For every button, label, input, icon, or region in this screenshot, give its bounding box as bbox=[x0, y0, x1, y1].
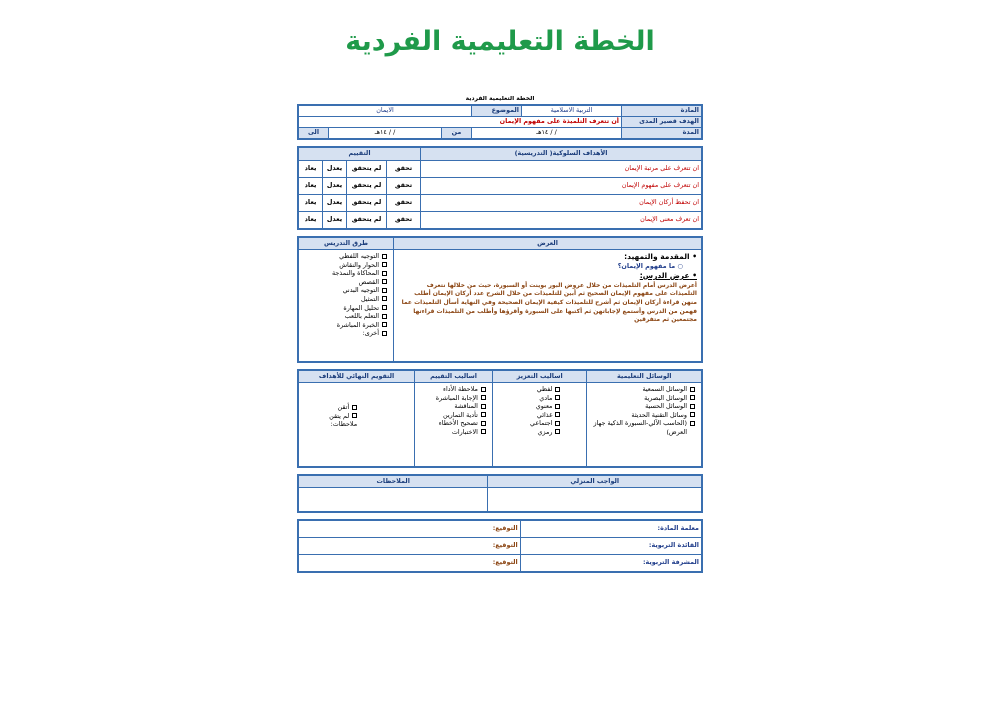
eval-not-achieved[interactable]: لم يتحقق bbox=[347, 195, 387, 212]
signatures-block bbox=[297, 519, 703, 573]
checkbox-icon[interactable] bbox=[481, 387, 486, 392]
notes-header: الملاحظات bbox=[299, 476, 488, 488]
means-item[interactable]: الوسائل الحسية bbox=[593, 402, 695, 411]
signature-row bbox=[299, 555, 702, 572]
header-block bbox=[297, 104, 703, 140]
eval-achieved[interactable]: تحقق bbox=[387, 161, 421, 178]
checkbox-icon[interactable] bbox=[555, 404, 560, 409]
methods-header: طرق التدريس bbox=[299, 238, 394, 250]
means-list bbox=[589, 383, 699, 439]
topic-value: الايمان bbox=[299, 106, 472, 117]
eval-repeat[interactable]: يعاد bbox=[299, 161, 323, 178]
checkbox-icon[interactable] bbox=[481, 421, 486, 426]
lesson-label: • عرض الدرس: bbox=[639, 270, 697, 280]
presentation-header: العرض bbox=[394, 238, 702, 250]
eval-repeat[interactable]: يعاد bbox=[299, 212, 323, 229]
goal-label: الهدف قصير المدى bbox=[622, 117, 702, 128]
means-item[interactable]: الوسائل السمعية bbox=[593, 385, 695, 394]
eval-not-achieved[interactable]: لم يتحقق bbox=[347, 178, 387, 195]
method-item[interactable]: الحوار والنقاش bbox=[305, 261, 387, 270]
eval-achieved[interactable]: تحقق bbox=[387, 212, 421, 229]
checkbox-icon[interactable] bbox=[555, 395, 560, 400]
checkbox-icon[interactable] bbox=[382, 254, 387, 259]
presentation-block bbox=[297, 236, 703, 363]
eval-repeat[interactable]: يعاد bbox=[299, 178, 323, 195]
signature-field[interactable]: التوقيع: bbox=[299, 538, 521, 555]
lesson-plan-sheet bbox=[297, 96, 703, 579]
checkbox-icon[interactable] bbox=[690, 387, 695, 392]
checkbox-icon[interactable] bbox=[352, 405, 357, 410]
reinforce-item[interactable]: اجتماعي bbox=[499, 419, 561, 428]
means-block bbox=[297, 369, 703, 468]
from-label: من bbox=[442, 128, 472, 139]
objective-row bbox=[299, 195, 702, 212]
checkbox-icon[interactable] bbox=[382, 271, 387, 276]
eval-achieved[interactable]: تحقق bbox=[387, 178, 421, 195]
checkbox-icon[interactable] bbox=[352, 413, 357, 418]
signature-label: القائدة التربوية: bbox=[520, 538, 701, 555]
method-item[interactable]: تحليل المهارة bbox=[305, 304, 387, 313]
final-eval-item[interactable]: أتقن bbox=[305, 403, 357, 412]
signature-row bbox=[299, 538, 702, 555]
checkbox-icon[interactable] bbox=[690, 395, 695, 400]
to-label: الى bbox=[299, 128, 329, 139]
checkbox-icon[interactable] bbox=[690, 421, 695, 426]
methods-list bbox=[301, 250, 391, 340]
page-title: الخطة التعليمية الفردية bbox=[345, 26, 655, 57]
reinforce-item[interactable]: لفظي bbox=[499, 385, 561, 394]
final-eval-notes[interactable]: ملاحظات: bbox=[330, 420, 358, 429]
signature-row bbox=[299, 521, 702, 538]
homework-field[interactable] bbox=[488, 488, 702, 512]
checkbox-icon[interactable] bbox=[382, 322, 387, 327]
eval-modify[interactable]: يعدل bbox=[323, 195, 347, 212]
eval-method-item[interactable]: المناقشة bbox=[421, 402, 486, 411]
checkbox-icon[interactable] bbox=[481, 412, 486, 417]
means-item[interactable]: وسائل التقنية الحديثة bbox=[593, 411, 695, 420]
checkbox-icon[interactable] bbox=[382, 305, 387, 310]
checkbox-icon[interactable] bbox=[481, 404, 486, 409]
method-item[interactable]: القصص bbox=[305, 278, 387, 287]
objective-text: ان تتعرف على مرتبة الإيمان bbox=[421, 161, 702, 178]
method-item[interactable]: المحاكاة والنمذجة bbox=[305, 269, 387, 278]
checkbox-icon[interactable] bbox=[382, 296, 387, 301]
method-item[interactable]: الخبرة المباشرة bbox=[305, 321, 387, 330]
means-item-continued: العرض) bbox=[666, 427, 687, 436]
checkbox-icon[interactable] bbox=[555, 387, 560, 392]
checkbox-icon[interactable] bbox=[555, 421, 560, 426]
from-value: / / ١٤هـ bbox=[472, 128, 622, 139]
checkbox-icon[interactable] bbox=[382, 331, 387, 336]
eval-not-achieved[interactable]: لم يتحقق bbox=[347, 161, 387, 178]
reinforce-item[interactable]: رمزي bbox=[499, 428, 561, 437]
subject-label: المادة bbox=[622, 106, 702, 117]
checkbox-icon[interactable] bbox=[555, 412, 560, 417]
objective-row bbox=[299, 161, 702, 178]
signature-label: معلمة المادة: bbox=[520, 521, 701, 538]
objective-text: ان تعرف معنى الإيمان bbox=[421, 212, 702, 229]
final-eval-item[interactable]: لم يتقن bbox=[305, 412, 357, 421]
eval-achieved[interactable]: تحقق bbox=[387, 195, 421, 212]
topic-label: الموضوع bbox=[472, 106, 522, 117]
checkbox-icon[interactable] bbox=[382, 314, 387, 319]
eval-method-item[interactable]: ملاحظة الأداء bbox=[421, 385, 486, 394]
final-eval-header: التقويم النهائي للأهداف bbox=[299, 371, 415, 383]
means-header: الوسائل التعليمية bbox=[587, 371, 702, 383]
lesson-text: أعرض الدرس أمام التلميذات من خلال عروض البور بوينت أو السبورة، حيث من خلالها نتعرف التلميذات على مفهوم الإيمان الصحيح ثم أبين للتلميذات من خلال الشرح عدد أركان الإيمان أطلب منهن قراءة أركان الإيمان ثم أشرح للتلميذات كيفية الإيمان الصحيحة وفي النهاية أسأل التلميذات عما فهمن من الدرس وأستمع لإجاباتهن ثم أكتبها على السبورة وأقرؤها وأطلب من التلميذات قراءتها مجتمعين ثم متفرقين bbox=[401, 281, 697, 324]
means-item[interactable]: (الحاسب الآلي-السبورة الذكية جهاز bbox=[593, 419, 695, 428]
eval-methods-header: اساليب التقييم bbox=[415, 371, 493, 383]
means-item[interactable]: الوسائل البصرية bbox=[593, 394, 695, 403]
notes-field[interactable] bbox=[299, 488, 488, 512]
reinforce-item[interactable]: مادي bbox=[499, 394, 561, 403]
reinforce-item[interactable]: غذائي bbox=[499, 411, 561, 420]
checkbox-icon[interactable] bbox=[481, 429, 486, 434]
objective-text: ان تتعرف على مفهوم الإيمان bbox=[421, 178, 702, 195]
objectives-block bbox=[297, 146, 703, 230]
goal-value: أن تتعرف التلميذة على مفهوم الإيمان bbox=[299, 117, 622, 128]
eval-method-item[interactable]: الإجابة المباشرة bbox=[421, 394, 486, 403]
checkbox-icon[interactable] bbox=[481, 395, 486, 400]
final-eval-list bbox=[301, 383, 412, 431]
to-value: / / ١٤هـ bbox=[329, 128, 442, 139]
evaluation-header: التقييم bbox=[299, 148, 421, 161]
sheet-subtitle: الخطة التعليمية الفردية bbox=[465, 96, 535, 102]
checkbox-icon[interactable] bbox=[382, 262, 387, 267]
method-item[interactable]: التوجيه البدني bbox=[305, 286, 387, 295]
objective-text: ان تحفظ أركان الإيمان bbox=[421, 195, 702, 212]
intro-question: ○ ما مفهوم الإيمان؟ bbox=[617, 261, 683, 270]
checkbox-icon[interactable] bbox=[690, 412, 695, 417]
signature-field[interactable]: التوقيع: bbox=[299, 521, 521, 538]
homework-block bbox=[297, 474, 703, 513]
eval-methods-list bbox=[417, 383, 490, 439]
checkbox-icon[interactable] bbox=[382, 288, 387, 293]
signature-field[interactable]: التوقيع: bbox=[299, 555, 521, 572]
eval-modify[interactable]: يعدل bbox=[323, 178, 347, 195]
duration-label: المدة bbox=[622, 128, 702, 139]
reinforce-list bbox=[495, 383, 585, 439]
eval-modify[interactable]: يعدل bbox=[323, 212, 347, 229]
eval-repeat[interactable]: يعاد bbox=[299, 195, 323, 212]
eval-modify[interactable]: يعدل bbox=[323, 161, 347, 178]
eval-method-item[interactable]: تصحيح الأخطاء bbox=[421, 419, 486, 428]
method-item[interactable]: التعلم باللعب bbox=[305, 312, 387, 321]
reinforce-item[interactable]: معنوي bbox=[499, 402, 561, 411]
intro-label: • المقدمة والتمهيد: bbox=[624, 252, 697, 261]
method-item[interactable]: التوجيه اللفظي bbox=[305, 252, 387, 261]
objective-row bbox=[299, 212, 702, 229]
subject-value: التربية الاسلامية bbox=[522, 106, 622, 117]
checkbox-icon[interactable] bbox=[690, 404, 695, 409]
reinforce-header: اساليب التعزيز bbox=[492, 371, 587, 383]
method-item[interactable]: أخرى: bbox=[305, 329, 387, 338]
homework-header: الواجب المنزلي bbox=[488, 476, 702, 488]
eval-not-achieved[interactable]: لم يتحقق bbox=[347, 212, 387, 229]
objectives-header: الأهداف السلوكية( التدريسية) bbox=[421, 148, 702, 161]
eval-method-item[interactable]: تأدية التمارين bbox=[421, 411, 486, 420]
checkbox-icon[interactable] bbox=[555, 429, 560, 434]
method-item[interactable]: التمثيل bbox=[305, 295, 387, 304]
checkbox-icon[interactable] bbox=[382, 279, 387, 284]
signature-label: المشرفة التربوية: bbox=[520, 555, 701, 572]
objective-row bbox=[299, 178, 702, 195]
eval-method-item[interactable]: الاختبارات bbox=[421, 428, 486, 437]
